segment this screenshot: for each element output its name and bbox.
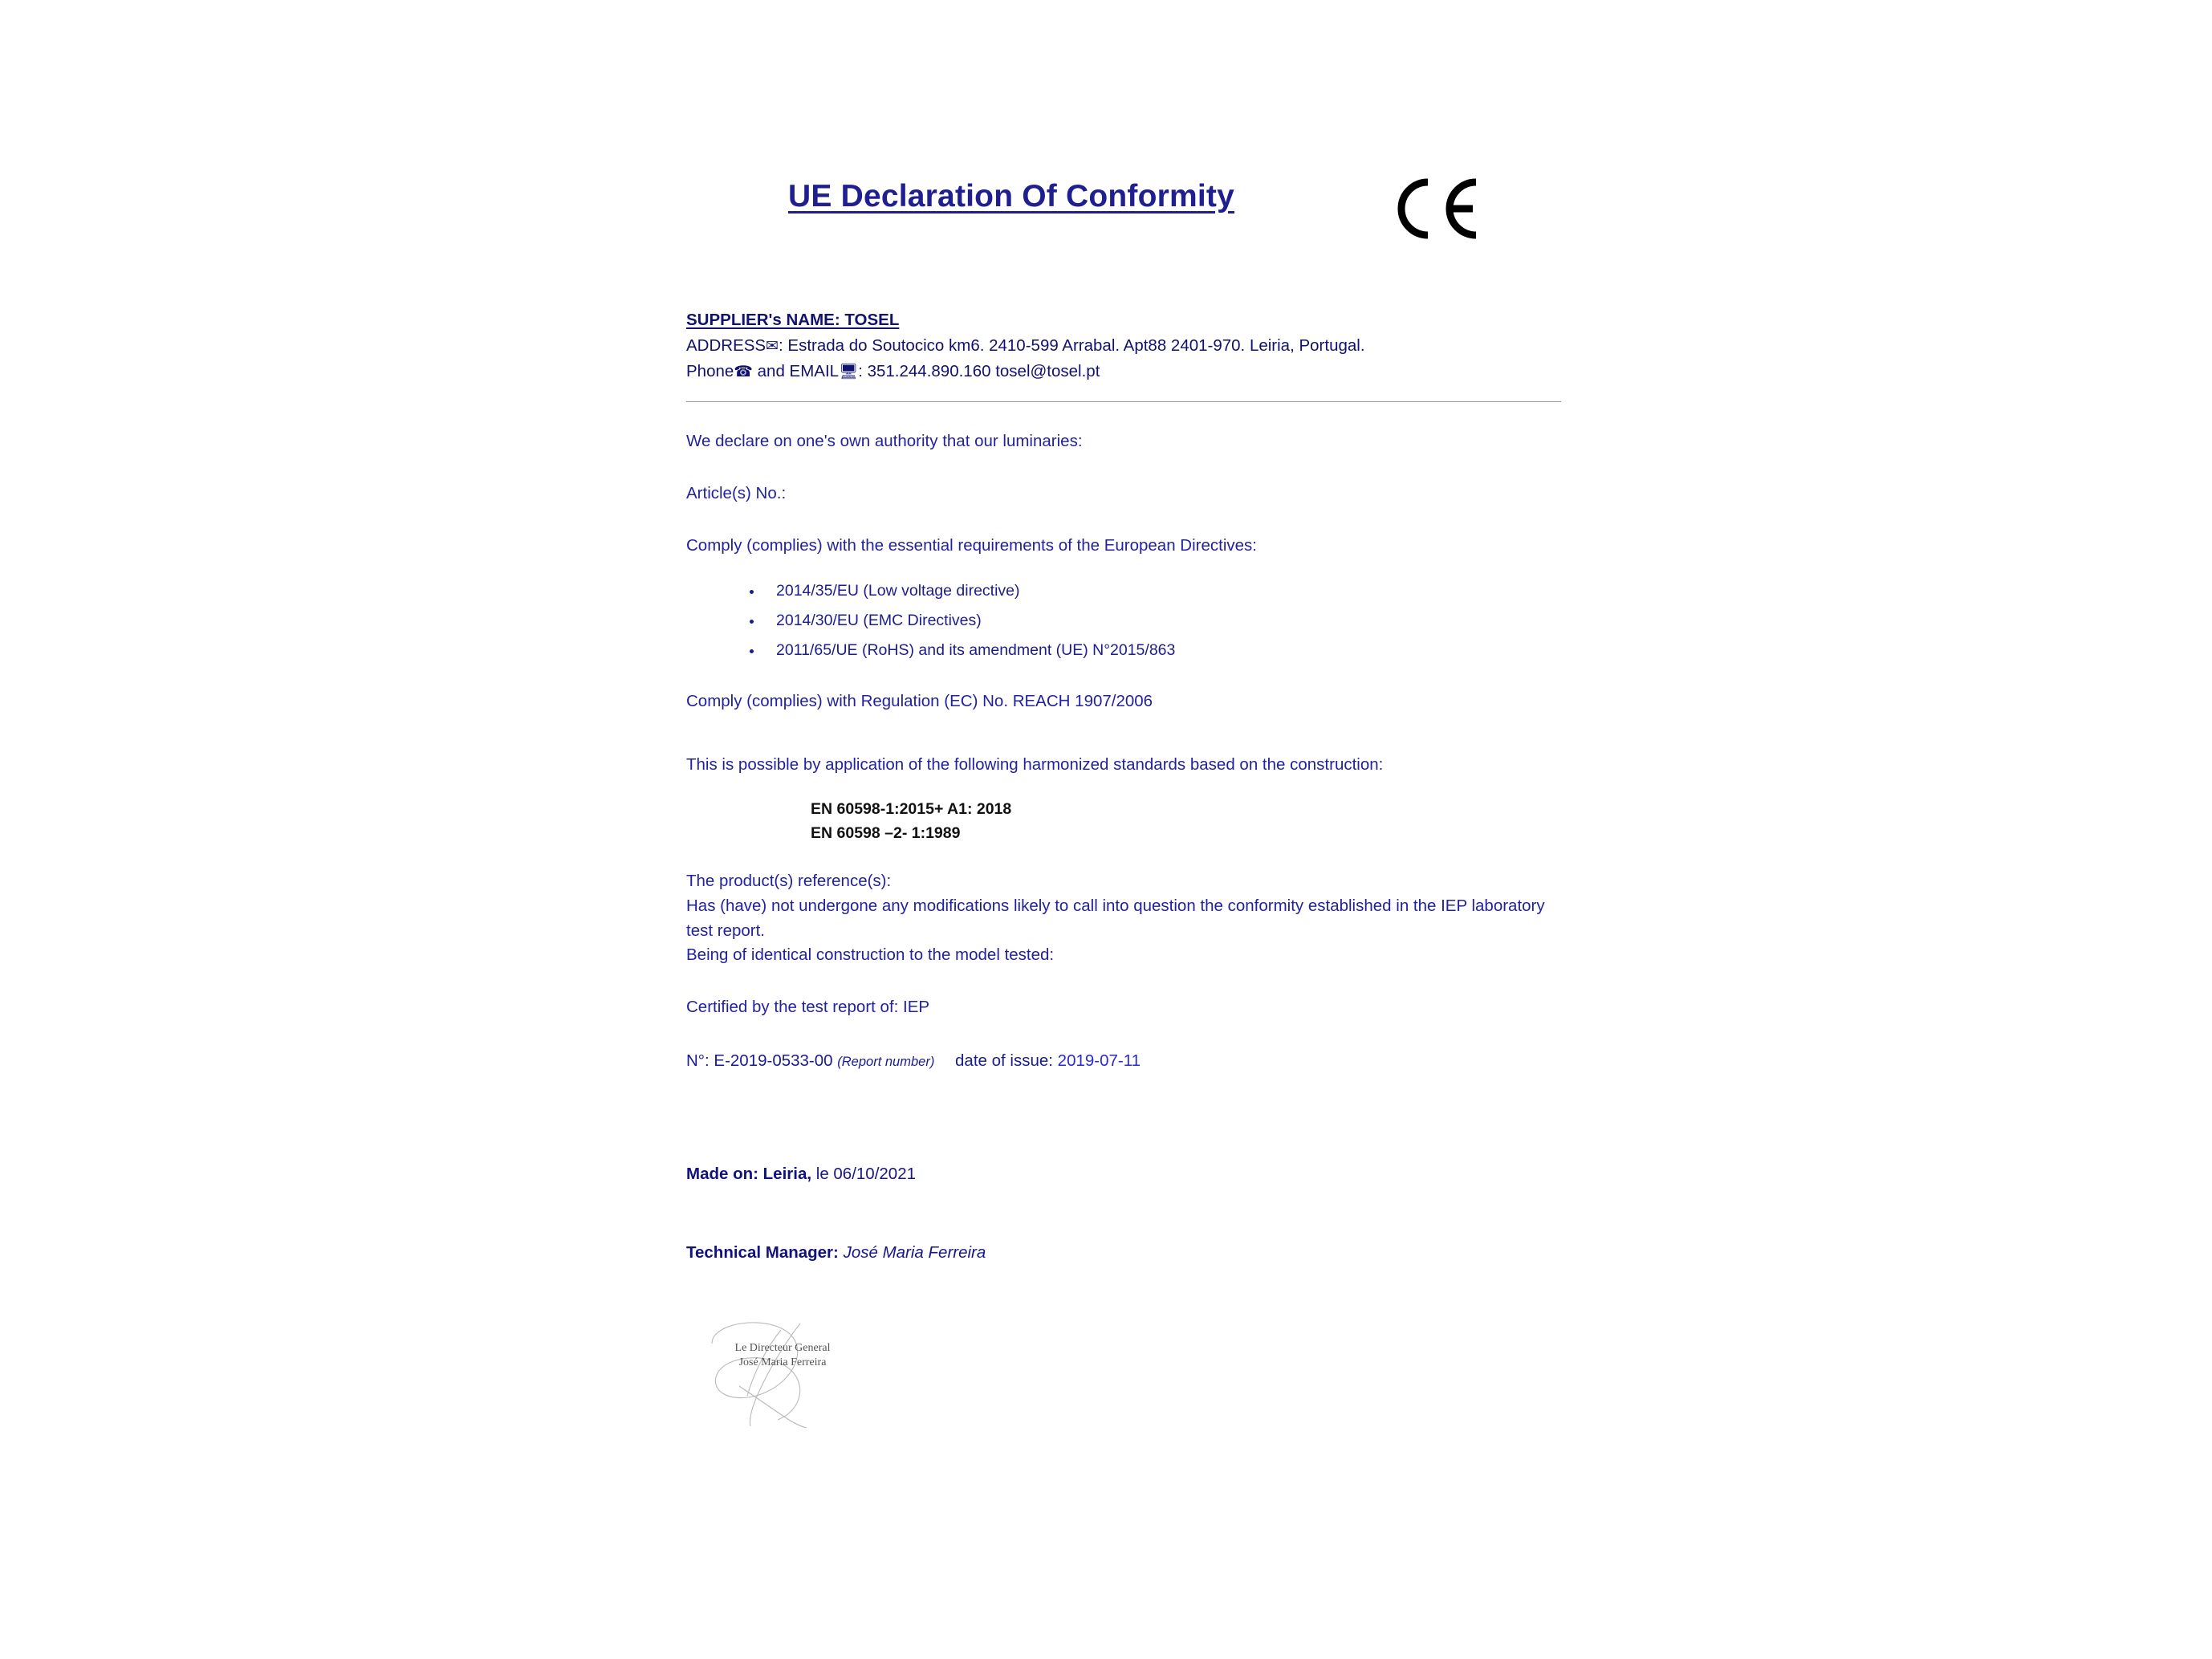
comply-intro: Comply (complies) with the essential requirements of the European Directives: — [686, 535, 1257, 555]
reach-statement: Comply (complies) with Regulation (EC) No. REACH 1907/2006 — [686, 692, 1153, 711]
modifications-statement: Has (have) not undergone any modifications likely to call into question the conformity established in the IEP laboratory test report. — [686, 896, 1545, 940]
directives-list — [686, 579, 1561, 663]
report-number: N°: E-2019-0533-00 — [686, 1051, 833, 1070]
monitor-icon: 🖥 — [839, 362, 859, 380]
signature-line-1: Le Directeur General — [734, 1342, 831, 1355]
supplier-contact — [686, 359, 1561, 384]
divider — [686, 401, 1561, 402]
technical-manager-line — [686, 1241, 1561, 1266]
page-title: UE Declaration Of Conformity — [788, 179, 1234, 213]
technical-manager-label: Technical Manager: — [686, 1243, 839, 1263]
phone-label: Phone — [686, 361, 734, 380]
envelope-icon: ✉ — [766, 336, 779, 355]
supplier-address — [686, 333, 1561, 359]
signature-text — [718, 1341, 847, 1369]
list-item: • 2011/65/UE (RoHS) and its amendment (UE) N°2015/863 — [763, 639, 1561, 662]
made-on-label: Made on: Leiria, — [686, 1164, 812, 1183]
issue-date-value: 2019-07-11 — [1057, 1051, 1141, 1070]
article-number-line: Article(s) No.: — [686, 484, 787, 503]
ce-mark-icon — [1393, 173, 1489, 245]
made-on-line — [686, 1162, 1561, 1187]
document-body — [686, 173, 1561, 1432]
telephone-icon: ☎ — [734, 362, 753, 380]
supplier-name: SUPPLIER's NAME: TOSEL — [686, 311, 900, 329]
identical-construction: Being of identical construction to the model tested: — [686, 945, 1055, 965]
list-item: • 2014/35/EU (Low voltage directive) — [763, 579, 1561, 603]
declaration-body — [686, 429, 1561, 1266]
issue-date-label: date of issue: — [955, 1051, 1053, 1070]
technical-manager-value: José Maria Ferreira — [838, 1243, 986, 1263]
report-line — [686, 1049, 1561, 1074]
list-item: • 2014/30/EU (EMC Directives) — [763, 609, 1561, 632]
standard-item: EN 60598-1:2015+ A1: 2018 — [811, 799, 1012, 818]
title-row — [686, 173, 1561, 269]
signature-line-2: José Maria Ferreira — [738, 1356, 827, 1368]
signature-icon — [704, 1315, 872, 1432]
contact-value: : 351.244.890.160 tosel@tosel.pt — [858, 361, 1100, 380]
address-label: ADDRESS — [686, 335, 766, 355]
standard-item: EN 60598 –2- 1:1989 — [811, 824, 961, 843]
supplier-block — [686, 307, 1561, 402]
signature-block — [704, 1315, 872, 1432]
harmonized-intro: This is possible by application of the following harmonized standards based on the construction: — [686, 755, 1384, 775]
product-reference: The product(s) reference(s): — [686, 872, 892, 891]
standards-list — [811, 797, 1561, 845]
certified-by: Certified by the test report of: IEP — [686, 998, 930, 1017]
email-label: and EMAIL — [752, 361, 840, 380]
made-on-value: le 06/10/2021 — [811, 1164, 917, 1183]
product-reference-block — [686, 869, 1561, 968]
report-number-note: (Report number) — [837, 1054, 935, 1069]
declaration-statement: We declare on one's own authority that our luminaries: — [686, 432, 1083, 451]
address-value: : Estrada do Soutocico km6. 2410-599 Arrabal. Apt88 2401-970. Leiria, Portugal. — [779, 335, 1365, 355]
